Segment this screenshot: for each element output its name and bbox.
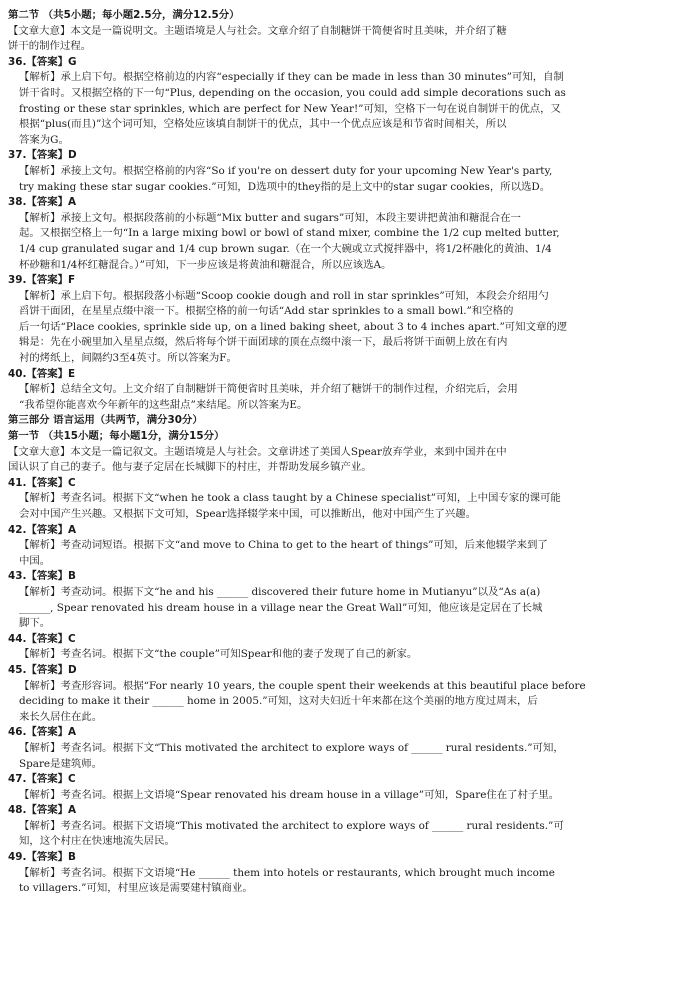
text-line: “我希望你能喜欢今年新年的这些甜点”来结尾。所以答案为E。 (19, 398, 308, 411)
text-line: 【解析】承上启下句。根据空格前边的内容“especially if they can be made in less than 30 minutes”可知，自制 (19, 71, 564, 84)
text-line: 辑是：先在小碗里加入星星点缀，然后将每个饼干面团球的顶在点缀中滚一下，最后将饼干面朝上放在有内 (19, 336, 508, 349)
text-line: 衬的烤纸上，间隔约3至4英寸。所以答案为F。 (19, 352, 237, 365)
text-line: 【解析】考查动词。根据下文“he and his ______ discovered their future home in Mutianyu”以及“As a(a) (19, 585, 541, 598)
section-or-answer-heading: 45.【答案】D (8, 663, 77, 676)
text-line: 会对中国产生兴趣。又根据下文可知，Spear选择辍学来中国，可以推断出，他对中国产生了兴趣。 (19, 508, 477, 520)
text-line: frosting or these star sprinkles, which are perfect for New Year!”可知，空格下一句在说自制饼干的优点，又 (19, 102, 561, 115)
section-or-answer-heading: 48.【答案】A (8, 804, 77, 817)
text-line: 【文章大意】本文是一篇说明文。主题语境是人与社会。文章介绍了自制糖饼干简便省时且美味，并介绍了糖 (8, 24, 507, 37)
text-line: 中国。 (19, 554, 51, 567)
text-line: 杯砂糖和1/4杯红糖混合。）”可知，下一步应该是将黄油和糖混合，所以应该选A。 (19, 258, 392, 271)
text-line: deciding to make it their ______ home in 2005.”可知，这对夫妇近十年来都在这个美丽的地方度过周末，后 (19, 695, 538, 708)
text-line: 【解析】考查动词短语。根据下文“and move to China to get to the heart of things”可知，后来他辍学来到了 (19, 539, 548, 552)
text-line: 【解析】考查名词。根据下文“when he took a class taught by a Chinese specialist”可知，上中国专家的课可能 (19, 492, 561, 505)
section-or-answer-heading: 40.【答案】E (8, 367, 76, 380)
section-or-answer-heading: 第一节 （共15小题；每小题1分，满分15分） (8, 430, 225, 443)
text-line: 根据“plus(而且)”这个词可知，空格处应该填自制饼干的优点，其中一个优点应该是和节省时间相关，所以 (19, 118, 507, 131)
text-line: 来长久居住在此。 (19, 710, 103, 723)
text-line: 知，这个村庄在快速地流失居民。 (19, 835, 175, 848)
section-or-answer-heading: 44.【答案】C (8, 632, 76, 645)
text-line: 后一句话“Place cookies, sprinkle side up, on a lined baking sheet, about 3 to 4 inches apart.”可知文章的逻 (19, 320, 568, 333)
text-line: 【解析】承接上文句。根据空格前的内容“So if you're on dessert duty for your upcoming New Year's party, (19, 164, 553, 177)
text-line: 【解析】总结全文句。上文介绍了自制糖饼干简便省时且美味，并介绍了糖饼干的制作过程，介绍完后，会用 (19, 383, 518, 396)
text-line: try making these star sugar cookies.”可知，D选项中的they指的是上文中的star sugar cookies，所以选D。 (19, 180, 551, 193)
section-or-answer-heading: 36.【答案】G (8, 55, 77, 68)
section-or-answer-heading: 第三部分 语言运用（共两节，满分30分） (8, 414, 203, 427)
text-line: ______, Spear renovated his dream house in a village near the Great Wall”可知，他应该是定居在了长城 (19, 601, 543, 614)
section-or-answer-heading: 37.【答案】D (8, 149, 77, 162)
section-or-answer-heading: 41.【答案】C (8, 476, 76, 489)
text-line: to villagers.”可知，村里应该是需要建村镇商业。 (19, 882, 253, 895)
text-line: 【解析】承接上文句。根据段落前的小标题“Mix butter and sugars”可知，本段主要讲把黄油和糖混合在一 (19, 211, 521, 224)
text-line: 【解析】考查名词。根据下文“This motivated the architect to explore ways of ______ rural residents.”可知， (19, 741, 564, 754)
text-line: 【解析】考查名词。根据上文语境“Spear renovated his dream house in a village”可知，Spare住在了村子里。 (19, 788, 560, 801)
text-line: 【解析】考查形容词。根据“For nearly 10 years, the couple spent their weekends at this beautiful place before (19, 679, 586, 692)
text-line: 脚下。 (19, 617, 51, 630)
section-or-answer-heading: 42.【答案】A (8, 523, 77, 536)
text-line: 起。又根据空格上一句“In a large mixing bowl or bowl of stand mixer, combine the 1/2 cup melted butter, (19, 227, 560, 240)
text-line: 【解析】考查名词。根据下文语境“This motivated the architect to explore ways of ______ rural residents.”可 (19, 819, 564, 832)
text-line: 1/4 cup granulated sugar and 1/4 cup brown sugar.（在一个大碗或立式搅拌器中，将1/2杯融化的黄油、1/4 (19, 242, 552, 255)
section-or-answer-heading: 39.【答案】F (8, 274, 76, 287)
text-line: 国认识了自己的妻子。他与妻子定居在长城脚下的村庄，并帮助发展乡镇产业。 (8, 461, 372, 474)
text-line: 【解析】承上启下句。根据段落小标题“Scoop cookie dough and roll in star sprinkles”可知，本段会介绍用勺 (19, 289, 549, 302)
section-or-answer-heading: 49.【答案】B (8, 851, 76, 864)
text-line: 答案为G。 (19, 133, 69, 146)
section-or-answer-heading: 38.【答案】A (8, 196, 77, 209)
answer-explanation-page (8, 8, 686, 897)
section-or-answer-heading: 47.【答案】C (8, 773, 76, 786)
text-line: 舀饼干面团，在星星点缀中滚一下。根据空格的前一句话“Add star sprinkles to a small bowl.”和空格的 (19, 305, 514, 318)
text-line: 饼干省时。又根据空格的下一句“Plus, depending on the occasion, you could add simple decorations such as (19, 86, 566, 99)
section-or-answer-heading: 43.【答案】B (8, 570, 76, 583)
section-or-answer-heading: 第二节 （共5小题；每小题2.5分，满分12.5分） (8, 9, 240, 21)
text-line: 【文章大意】本文是一篇记叙文。主题语境是人与社会。文章讲述了美国人Spear放弃学业，来到中国并在中 (8, 445, 507, 458)
section-or-answer-heading: 46.【答案】A (8, 726, 77, 739)
text-line: 【解析】考查名词。根据下文语境“He ______ them into hotels or restaurants, which brought much income (19, 866, 555, 879)
text-line: Spare是建筑师。 (19, 757, 103, 770)
text-line: 【解析】考查名词。根据下文“the couple”可知Spear和他的妻子发现了自己的新家。 (19, 648, 418, 661)
text-line: 饼干的制作过程。 (8, 40, 92, 53)
